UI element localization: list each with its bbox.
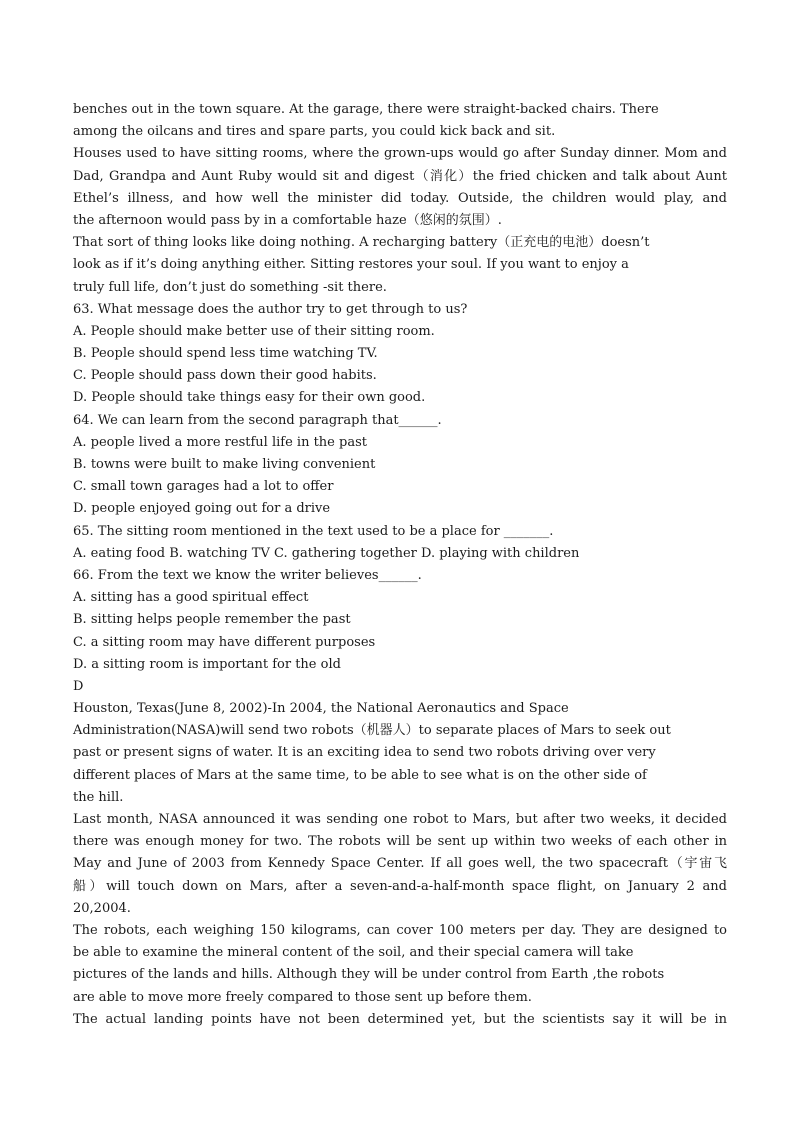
text-line: Houston, Texas(June 8, 2002)-In 2004, the National Aeronautics and Space — [73, 701, 569, 717]
text-line: C. small town garages had a lot to offer — [73, 479, 334, 495]
text-line: May and June of 2003 from Kennedy Space Center. If all goes well, the two spacecraft（宇宙飞 — [73, 856, 727, 872]
text-line: D. a sitting room is important for the old — [73, 656, 341, 672]
text-line: are able to move more freely compared to those sent up before them. — [73, 989, 532, 1005]
text-line: there was enough money for two. The robots will be sent up within two weeks of each other in — [73, 834, 727, 850]
text-line: A. People should make better use of their sitting room. — [73, 323, 435, 339]
text-line: C. a sitting room may have different purposes — [73, 634, 376, 650]
text-line: different places of Mars at the same time, to be able to see what is on the other side of — [73, 767, 647, 783]
text-line: past or present signs of water. It is an exciting idea to send two robots driving over very — [73, 745, 656, 761]
text-line: pictures of the lands and hills. Although they will be under control from Earth ,the robots — [73, 967, 665, 983]
text-line: 船）will touch down on Mars, after a seven-and-a-half-month space flight, on January 2 and — [73, 878, 727, 894]
text-line: Ethel’s illness, and how well the minister did today. Outside, the children would play, and — [73, 190, 727, 206]
text-line: A. eating food B. watching TV C. gathering together D. playing with children — [73, 545, 580, 561]
text-line: 65. The sitting room mentioned in the text used to be a place for _______. — [73, 523, 554, 539]
text-line: look as if it’s doing anything either. Sitting restores your soul. If you want to enjoy a — [73, 257, 629, 273]
text-line: A. people lived a more restful life in the past — [73, 434, 367, 450]
text-line: C. People should pass down their good habits. — [73, 368, 377, 384]
text-line: Administration(NASA)will send two robots（机器人）to separate places of Mars to seek out — [73, 723, 671, 739]
text-line: Last month, NASA announced it was sending one robot to Mars, but after two weeks, it decided — [73, 812, 727, 827]
text-line: the hill. — [73, 789, 124, 805]
text-line: D. People should take things easy for their own good. — [73, 390, 426, 406]
text-line: benches out in the town square. At the garage, there were straight-backed chairs. There — [73, 102, 659, 117]
text-line: 64. We can learn from the second paragraph that______. — [73, 412, 442, 428]
text-line: B. towns were built to make living convenient — [73, 457, 376, 472]
text-line: Houses used to have sitting rooms, where the grown-ups would go after Sunday dinner. Mom and — [73, 146, 727, 162]
text-line: truly full life, don’t just do something -sit there. — [73, 279, 387, 295]
text-line: Dad, Grandpa and Aunt Ruby would sit and digest（消化）the fried chicken and talk about Aunt — [73, 168, 727, 184]
text-line: among the oilcans and tires and spare parts, you could kick back and sit. — [73, 124, 556, 140]
text-line: 63. What message does the author try to get through to us? — [73, 301, 468, 317]
text-line: The actual landing points have not been determined yet, but the scientists say it will be in — [73, 1011, 727, 1027]
text-line: B. sitting helps people remember the past — [73, 612, 351, 628]
text-line: The robots, each weighing 150 kilograms, can cover 100 meters per day. They are designed to — [73, 922, 727, 938]
text-line: 20,2004. — [73, 900, 131, 916]
text-line: D. people enjoyed going out for a drive — [73, 501, 331, 517]
text-line: That sort of thing looks like doing nothing. A recharging battery（正充电的电池）doesn’t — [73, 235, 650, 251]
text-line: A. sitting has a good spiritual effect — [73, 590, 309, 606]
text-line: D — [73, 678, 84, 694]
document-page — [73, 99, 727, 1031]
text-line: the afternoon would pass by in a comfortable haze（悠闲的氛围）. — [73, 212, 502, 228]
text-line: 66. From the text we know the writer believes______. — [73, 567, 422, 583]
text-line: B. People should spend less time watching TV. — [73, 346, 378, 362]
text-line: be able to examine the mineral content of the soil, and their special camera will take — [73, 945, 634, 961]
